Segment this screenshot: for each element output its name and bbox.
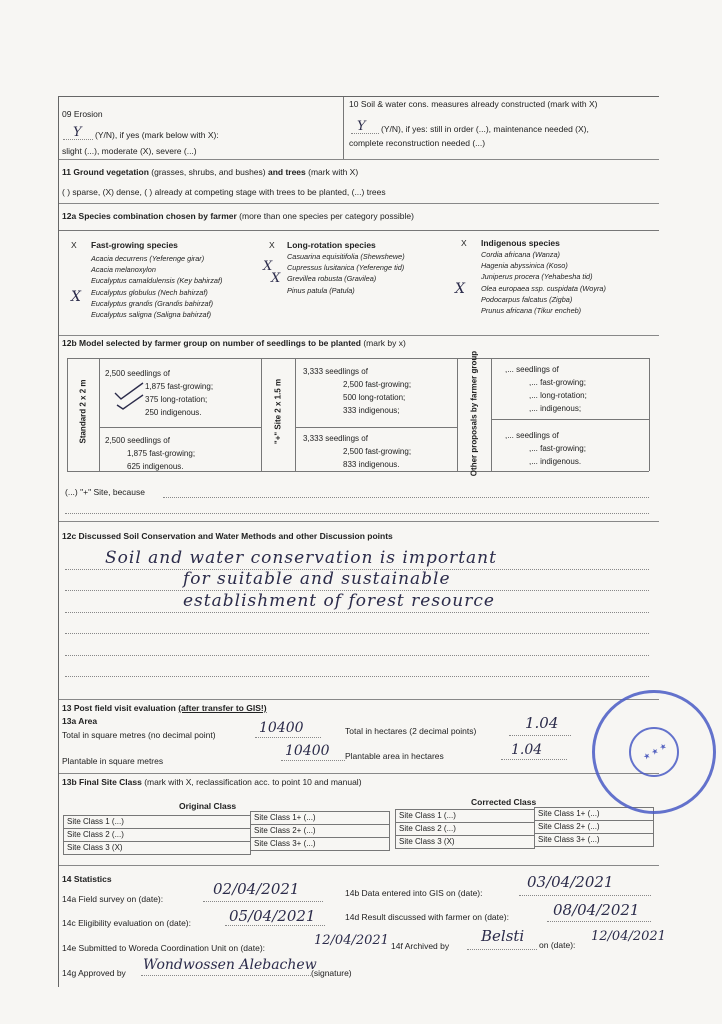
discussion-section — [59, 521, 659, 700]
discussion-line[interactable]: establishment of forest resource — [183, 591, 495, 611]
swc-built-question: (Y/N), if yes: still in order (...), maintenance needed (X), — [381, 124, 589, 134]
post-eval-title: 13 Post field visit evaluation (after transfer to GIS!) — [62, 703, 267, 713]
discussion-line[interactable]: for suitable and sustainable — [183, 569, 451, 589]
species-item: Casuarina equisitifolia (Shewshewe) — [287, 252, 405, 261]
species-item: Acacia decurrens (Yeferenge girar) — [91, 254, 205, 263]
total-ha-label: Total in hectares (2 decimal points) — [345, 726, 477, 736]
corr-class-1plus[interactable]: Site Class 1+ (...) — [534, 807, 654, 821]
approved-label: 14g Approved by — [62, 968, 126, 978]
archived-by[interactable]: Belsti — [481, 927, 525, 945]
submitted-label: 14e Submitted to Woreda Coordination Unit on (date): — [62, 943, 266, 953]
standard-label: Standard 2 x 2 m — [78, 379, 88, 444]
total-sqm-label: Total in square metres (no decimal point) — [62, 730, 216, 740]
ground-vegetation-title: 11 Ground vegetation (grasses, shrubs, and bushes) and trees (mark with X) — [62, 167, 359, 177]
model-line: 2,500 seedlings of — [105, 436, 170, 445]
orig-class-3[interactable]: Site Class 3 (X) — [63, 841, 251, 855]
model-section — [59, 335, 659, 522]
model-title: 12b Model selected by farmer group on number of seedlings to be planted (mark by x) — [62, 338, 406, 348]
corrected-class-header: Corrected Class — [471, 797, 537, 807]
result-discussed-date[interactable]: 08/04/2021 — [553, 901, 640, 919]
model-line: ,... fast-growing; — [529, 378, 586, 387]
model-line: 1,875 fast-growing; — [127, 449, 196, 458]
species-item: Pinus patula (Patula) — [287, 285, 355, 295]
model-line: 2,500 fast-growing; — [343, 447, 412, 456]
site-because-label: (...) "+" Site, because — [65, 487, 145, 497]
species-item: Hagenia abyssinica (Koso) — [481, 261, 568, 271]
result-discussed-label: 14d Result discussed with farmer on (date): — [345, 912, 509, 922]
discussion-title: 12c Discussed Soil Conservation and Water Methods and other Discussion points — [62, 531, 393, 541]
model-line: 2,500 seedlings of — [105, 369, 170, 378]
gis-entry-label: 14b Data entered into GIS on (date): — [345, 888, 483, 898]
fast-growing-list — [91, 253, 222, 320]
model-line: ,... indigenous. — [529, 457, 582, 466]
plantable-ha-value[interactable]: 1.04 — [511, 742, 543, 758]
ground-vegetation-section — [59, 159, 659, 204]
long-rotation-header: Long-rotation species — [287, 240, 376, 250]
species-title: 12a Species combination chosen by farmer (more than one species per category possible) — [62, 211, 414, 221]
swc-built-title: 10 Soil & water cons. measures already constructed (mark with X) — [349, 99, 598, 109]
ground-vegetation-options: ( ) sparse, (X) dense, ( ) already at competing stage with trees to be planted, (...) trees — [62, 187, 386, 197]
plantable-ha-label: Plantable area in hectares — [345, 751, 444, 761]
area-title: 13a Area — [62, 716, 98, 726]
discussion-line[interactable]: Soil and water conservation is important — [105, 548, 497, 568]
archived-label: 14f Archived by — [391, 941, 450, 951]
species-mark[interactable]: X — [455, 281, 465, 297]
species-mark[interactable]: X — [71, 289, 81, 305]
plantable-sqm-value[interactable]: 10400 — [285, 743, 330, 759]
orig-class-1[interactable]: Site Class 1 (...) — [63, 815, 251, 829]
signature-label: (signature) — [311, 968, 352, 978]
erosion-answer[interactable]: Y — [73, 125, 82, 140]
indigenous-header: Indigenous species — [481, 238, 560, 248]
model-line: 375 long-rotation; — [145, 395, 208, 404]
field-survey-date[interactable]: 02/04/2021 — [213, 880, 300, 898]
species-item: Podocarpus falcatus (Zigba) — [481, 294, 573, 304]
orig-class-1plus[interactable]: Site Class 1+ (...) — [250, 811, 390, 825]
mark-col-long: X — [269, 240, 275, 250]
total-ha-value[interactable]: 1.04 — [525, 714, 559, 732]
site-label: "+" Site 2 x 1.5 m — [273, 378, 283, 445]
because-line[interactable] — [65, 513, 649, 514]
checkmark-icon — [113, 381, 149, 411]
submitted-date[interactable]: 12/04/2021 — [314, 933, 389, 948]
because-line[interactable] — [163, 497, 649, 498]
statistics-title: 14 Statistics — [62, 874, 112, 884]
species-section — [59, 203, 659, 336]
species-mark[interactable]: X — [271, 271, 281, 286]
other-option-2[interactable] — [505, 429, 586, 468]
approved-by[interactable]: Wondwossen Alebachew — [143, 957, 317, 973]
species-item: Juniperus procera (Yehabesha tid) — [481, 272, 593, 282]
eligibility-label: 14c Eligibility evaluation on (date): — [62, 918, 191, 928]
orig-class-2plus[interactable]: Site Class 2+ (...) — [250, 824, 390, 838]
species-mark[interactable]: X — [263, 259, 273, 274]
statistics-section — [59, 865, 666, 987]
corr-class-3[interactable]: Site Class 3 (X) — [395, 835, 535, 849]
erosion-options: slight (...), moderate (X), severe (...) — [62, 146, 197, 156]
swc-built-line2: complete reconstruction needed (...) — [349, 138, 486, 148]
standard-option-2[interactable] — [105, 434, 195, 473]
site-option-2[interactable] — [303, 432, 411, 471]
long-rotation-list — [287, 251, 405, 296]
mark-col-indigenous: X — [461, 238, 467, 248]
erosion-question: (Y/N), if yes (mark below with X): — [95, 130, 219, 140]
total-sqm-value[interactable]: 10400 — [259, 720, 304, 736]
other-proposals-label: Other proposals by farmer group — [469, 350, 479, 477]
model-line: ,... fast-growing; — [529, 444, 586, 453]
model-line: ,... long-rotation; — [529, 391, 587, 400]
archived-on-label: on (date): — [539, 940, 576, 950]
orig-class-3plus[interactable]: Site Class 3+ (...) — [250, 837, 390, 851]
site-option-1[interactable] — [303, 365, 411, 417]
site-class-section — [59, 773, 659, 866]
erosion-section — [59, 97, 659, 160]
other-option-1[interactable] — [505, 363, 587, 415]
original-class-header: Original Class — [179, 801, 237, 811]
species-item: Acacia melanoxylon — [91, 265, 156, 275]
corr-class-1[interactable]: Site Class 1 (...) — [395, 809, 535, 823]
species-item: Cupressus lusitanica (Yeferenge tid) — [287, 263, 405, 273]
species-item: Cordia africana (Wanza) — [481, 250, 560, 259]
plantable-sqm-label: Plantable in square metres — [62, 756, 164, 766]
gis-entry-date[interactable]: 03/04/2021 — [527, 873, 614, 891]
model-line: 833 indigenous. — [343, 460, 400, 469]
model-line: 1,875 fast-growing; — [145, 382, 214, 391]
species-item: Eucalyptus globulus (Nech bahirzaf) — [91, 287, 208, 297]
model-line: 625 indigenous. — [127, 462, 184, 471]
eligibility-date[interactable]: 05/04/2021 — [229, 907, 316, 925]
model-line: 3,333 seedlings of — [303, 367, 368, 376]
model-line: 3,333 seedlings of — [303, 434, 368, 443]
species-item: Eucalyptus saligna (Saligna bahirzaf) — [91, 310, 212, 320]
official-stamp-icon: ★ ★ ★ — [592, 690, 716, 814]
model-line: ,... seedlings of — [505, 431, 559, 440]
model-line: ,... indigenous; — [529, 404, 582, 413]
orig-class-2[interactable]: Site Class 2 (...) — [63, 828, 251, 842]
species-item: Olea europaea ssp. cuspidata (Woyra) — [481, 283, 606, 293]
model-line: 333 indigenous; — [343, 406, 400, 415]
species-item: Eucalyptus grandis (Grandis bahirzaf) — [91, 298, 214, 308]
site-class-title: 13b Final Site Class (mark with X, reclassification acc. to point 10 and manual) — [62, 777, 362, 787]
archived-date[interactable]: 12/04/2021 — [591, 929, 666, 944]
species-item: Eucalyptus camaldulensis (Key bahirzaf) — [91, 276, 223, 286]
corr-class-2plus[interactable]: Site Class 2+ (...) — [534, 820, 654, 834]
erosion-title: 09 Erosion — [62, 109, 103, 119]
post-evaluation-section — [59, 699, 659, 774]
species-item: Prunus africana (Tikur encheb) — [481, 306, 582, 316]
swc-built-answer[interactable]: Y — [357, 119, 366, 134]
model-line: ,... seedlings of — [505, 365, 559, 374]
corr-class-2[interactable]: Site Class 2 (...) — [395, 822, 535, 836]
model-line: 2,500 fast-growing; — [343, 380, 412, 389]
model-line: 250 indigenous. — [145, 408, 202, 417]
model-line: 500 long-rotation; — [343, 393, 406, 402]
mark-col-fast: X — [71, 240, 77, 250]
field-survey-label: 14a Field survey on (date): — [62, 894, 164, 904]
fast-growing-header: Fast-growing species — [91, 240, 178, 250]
corr-class-3plus[interactable]: Site Class 3+ (...) — [534, 833, 654, 847]
indigenous-list — [481, 249, 606, 316]
species-item: Grevillea robusta (Gravilea) — [287, 274, 377, 284]
site-assessment-form — [58, 96, 666, 987]
